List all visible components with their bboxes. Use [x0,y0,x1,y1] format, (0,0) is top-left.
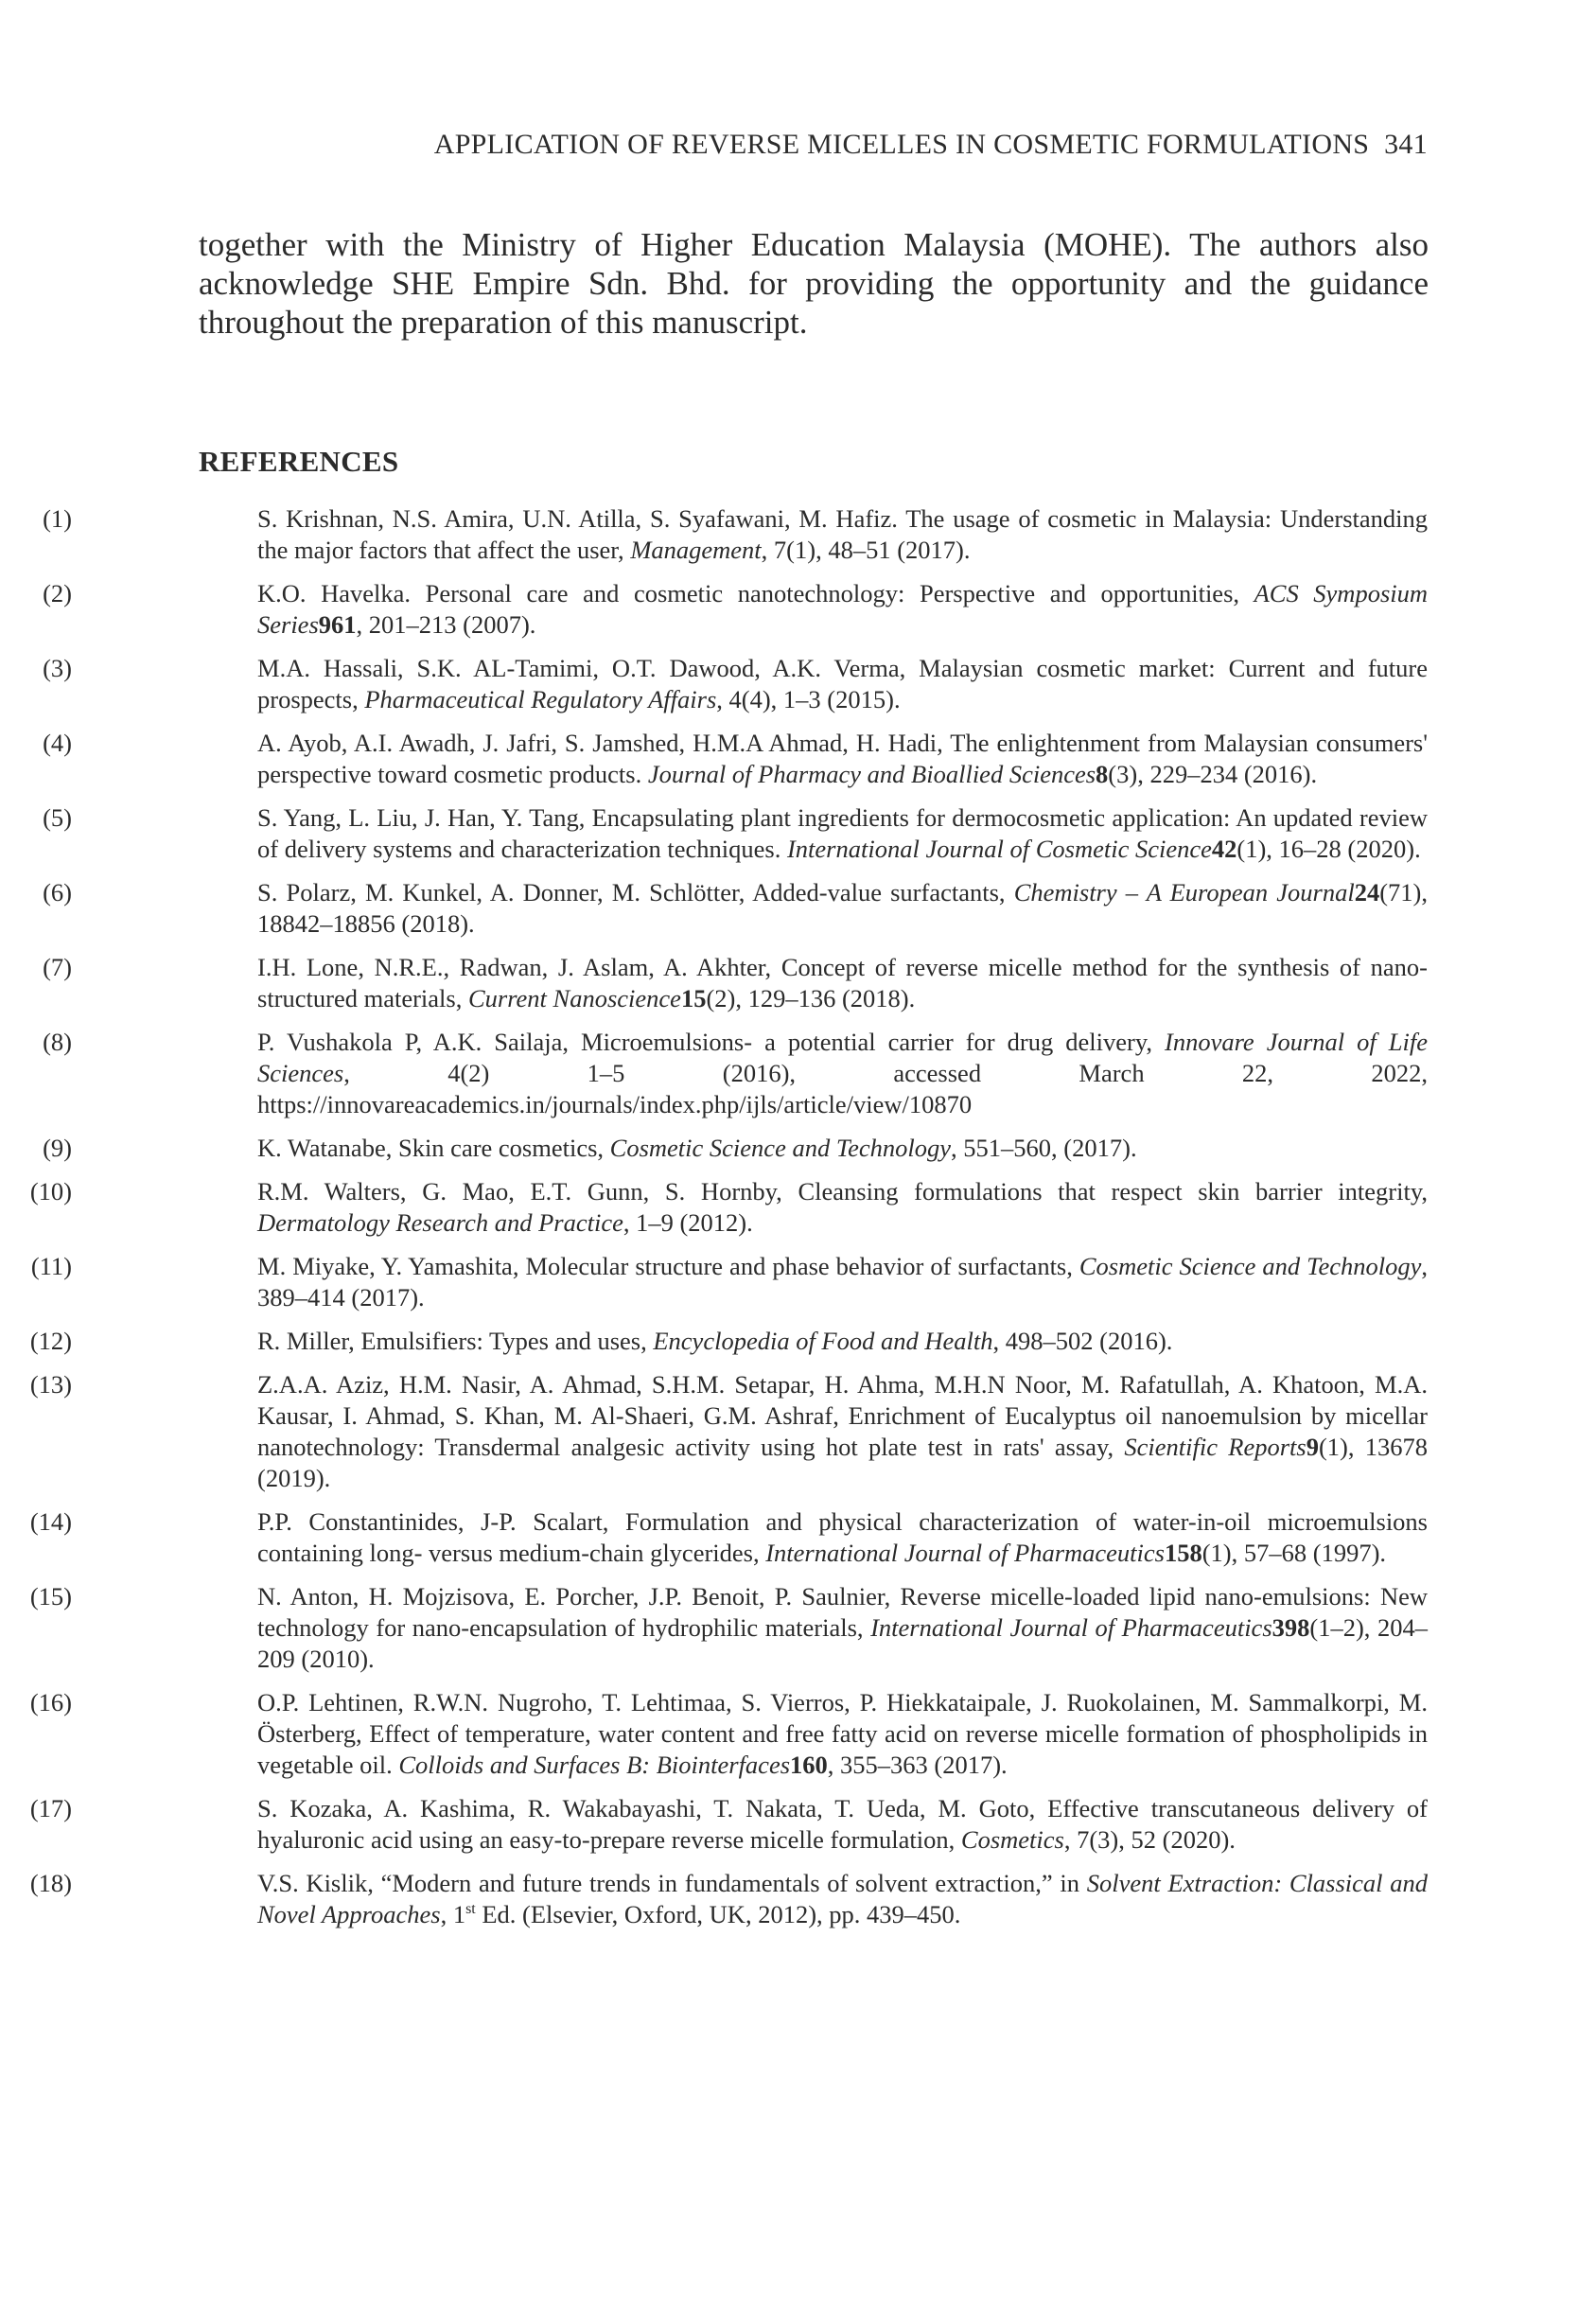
reference-list [0,503,1596,1943]
reference-details: (1–2), 204–209 (2010). [257,1613,1428,1673]
reference-text [257,877,1428,940]
reference-journal: Pharmaceutical Regulatory Affairs [364,685,717,713]
reference-text [257,578,1428,641]
reference-volume: 42 [1211,835,1237,863]
reference-details: , 4(4), 1–3 (2015). [716,685,901,713]
reference-authors-title: S. Polarz, M. Kunkel, A. Donner, M. Schlötter, Added-value surfactants, [257,878,1014,907]
reference-number: (15) [29,1582,72,1611]
reference-details: , 7(1), 48–51 (2017). [761,536,971,564]
reference-item-18 [0,1868,1428,1930]
reference-journal: Scientific Reports [1124,1433,1307,1461]
reference-text [257,1793,1428,1856]
reference-number: (3) [43,654,72,682]
reference-item-12 [0,1326,1428,1357]
reference-journal: Journal of Pharmacy and Bioallied Sciences [647,760,1096,788]
reference-text [257,1581,1428,1675]
reference-authors-title: S. Krishnan, N.S. Amira, U.N. Atilla, S. Syafawani, M. Hafiz. The usage of cosmetic in Malaysia: Understanding the major factors that affect the user, [257,504,1428,564]
reference-text [257,728,1428,790]
reference-details: Ed. (Elsevier, Oxford, UK, 2012), pp. 439–450. [475,1900,961,1928]
reference-text [257,1506,1428,1569]
reference-authors-title: M. Miyake, Y. Yamashita, Molecular structure and phase behavior of surfactants, [257,1252,1079,1280]
reference-authors-title: M.A. Hassali, S.K. AL-Tamimi, O.T. Dawood, A.K. Verma, Malaysian cosmetic market: Current and future prospects, [257,654,1428,713]
reference-journal: Cosmetic Science and Technology [1079,1252,1422,1280]
reference-number: (16) [29,1688,72,1716]
reference-volume: 961 [318,610,357,639]
reference-number: (7) [43,953,72,981]
reference-item-7 [0,952,1428,1014]
reference-item-3 [0,653,1428,715]
reference-edition: , 1 [440,1900,466,1928]
reference-journal: Dermatology Research and Practice [257,1208,623,1237]
reference-authors-title: R. Miller, Emulsifiers: Types and uses, [257,1327,654,1355]
reference-authors-title: P. Vushakola P, A.K. Sailaja, Microemulsions- a potential carrier for drug delivery, [257,1028,1165,1056]
reference-authors-title: N. Anton, H. Mojzisova, E. Porcher, J.P. Benoit, P. Saulnier, Reverse micelle-loaded lipid nano-emulsions: New technology for nano-encapsulation of hydrophilic materials, [257,1582,1428,1642]
reference-number: (13) [29,1370,72,1399]
reference-number: (11) [30,1252,72,1280]
reference-number: (9) [43,1134,72,1162]
reference-details: , 4(2) 1–5 (2016), accessed March 22, 2022, https://innovareacademics.in/journals/index.php/ijls/article/view/10870 [257,1059,1428,1118]
reference-volume: 8 [1096,760,1109,788]
reference-edition-suffix: st [465,1901,476,1918]
reference-authors-title: S. Kozaka, A. Kashima, R. Wakabayashi, T. Nakata, T. Ueda, M. Goto, Effective transcutaneous delivery of hyaluronic acid using an easy-to-prepare reverse micelle formulation, [257,1794,1428,1854]
reference-journal: Cosmetic Science and Technology [609,1134,952,1162]
reference-volume: 158 [1164,1539,1202,1567]
reference-volume: 398 [1272,1613,1310,1642]
reference-details: , 498–502 (2016). [992,1327,1173,1355]
reference-journal: Current Nanoscience [467,984,681,1012]
reference-details: (1), 57–68 (1997). [1201,1539,1387,1567]
reference-journal: International Journal of Cosmetic Science [786,835,1212,863]
reference-text [257,1027,1428,1120]
reference-number: (6) [43,878,72,907]
reference-text [257,1326,1428,1357]
reference-journal: Colloids and Surfaces B: Biointerfaces [398,1751,791,1779]
reference-item-4 [0,728,1428,790]
reference-authors-title: O.P. Lehtinen, R.W.N. Nugroho, T. Lehtimaa, S. Vierros, P. Hiekkataipale, J. Ruokolainen, M. Sammalkorpi, M. Österberg, Effect of temperature, water content and free fatty acid on reverse micelle formation of phospholipids in vegetable oil. [257,1688,1428,1779]
reference-details: , 389–414 (2017). [257,1252,1428,1311]
reference-authors-title: K.O. Havelka. Personal care and cosmetic nanotechnology: Perspective and opportunities, [257,579,1254,607]
reference-item-8 [0,1027,1428,1120]
page-number: 341 [1384,129,1428,160]
reference-number: (18) [29,1869,72,1897]
running-title: APPLICATION OF REVERSE MICELLES IN COSMETIC FORMULATIONS [433,129,1370,160]
reference-text [257,1687,1428,1781]
reference-details: (3), 229–234 (2016). [1108,760,1318,788]
reference-journal: Innovare Journal of Life Sciences [257,1028,1429,1087]
reference-item-13 [0,1369,1428,1494]
reference-authors-title: I.H. Lone, N.R.E., Radwan, J. Aslam, A. Akhter, Concept of reverse micelle method for the synthesis of nano-structured materials, [257,953,1428,1012]
reference-number: (1) [43,504,72,533]
reference-volume: 15 [680,984,707,1012]
reference-text [257,802,1428,865]
reference-item-1 [0,503,1428,566]
reference-item-5 [0,802,1428,865]
reference-item-6 [0,877,1428,940]
reference-details: , 1–9 (2012). [623,1208,753,1237]
reference-text [257,1369,1428,1494]
reference-number: (17) [29,1794,72,1822]
reference-item-17 [0,1793,1428,1856]
reference-number: (10) [29,1177,72,1206]
reference-item-11 [0,1251,1428,1313]
reference-details: , 201–213 (2007). [356,610,536,639]
reference-authors-title: R.M. Walters, G. Mao, E.T. Gunn, S. Hornby, Cleansing formulations that respect skin barrier integrity, [257,1177,1428,1206]
reference-item-9 [0,1133,1428,1164]
reference-authors-title: A. Ayob, A.I. Awadh, J. Jafri, S. Jamshed, H.M.A Ahmad, H. Hadi, The enlightenment from Malaysian consumers' perspective toward cosmetic products. [257,729,1428,788]
reference-item-16 [0,1687,1428,1781]
reference-details: (2), 129–136 (2018). [706,984,916,1012]
reference-number: (4) [43,729,72,757]
reference-authors-title: K. Watanabe, Skin care cosmetics, [257,1134,610,1162]
reference-details: (71), 18842–18856 (2018). [257,878,1428,938]
reference-authors-title: S. Yang, L. Liu, J. Han, Y. Tang, Encapsulating plant ingredients for dermocosmetic application: An updated review of delivery systems and characterization techniques. [257,803,1428,863]
reference-authors-title: V.S. Kislik, “Modern and future trends in fundamentals of solvent extraction,” in [257,1869,1087,1897]
reference-text [257,1868,1428,1930]
reference-journal: International Journal of Pharmaceutics [870,1613,1272,1642]
reference-text [257,653,1428,715]
references-heading: REFERENCES [199,445,399,478]
reference-journal: Solvent Extraction: Classical and Novel Approaches [257,1869,1428,1928]
reference-volume: 160 [790,1751,828,1779]
reference-text [257,952,1428,1014]
reference-journal: Encyclopedia of Food and Health [653,1327,993,1355]
reference-text [257,1133,1428,1164]
reference-item-14 [0,1506,1428,1569]
reference-number: (2) [43,579,72,607]
reference-number: (12) [29,1327,72,1355]
reference-details: , 551–560, (2017). [951,1134,1137,1162]
reference-journal: Cosmetics [960,1825,1064,1854]
reference-journal: ACS Symposium Series [257,579,1429,639]
reference-item-15 [0,1581,1428,1675]
reference-item-10 [0,1176,1428,1239]
reference-details: , 355–363 (2017). [827,1751,1008,1779]
reference-authors-title: Z.A.A. Aziz, H.M. Nasir, A. Ahmad, S.H.M. Setapar, H. Ahma, M.H.N Noor, M. Rafatullah, A. Khatoon, M.A. Kausar, I. Ahmad, S. Khan, M. Al-Shaeri, G.M. Ashraf, Enrichment of Eucalyptus oil nanoemulsion by micellar nanotechnology: Transdermal analgesic activity using hot plate test in rats' assay, [257,1370,1428,1461]
reference-item-2 [0,578,1428,641]
reference-volume: 9 [1306,1433,1319,1461]
reference-text [257,503,1428,566]
reference-journal: Chemistry – A European Journal [1013,878,1355,907]
reference-text [257,1176,1428,1239]
reference-details: (1), 16–28 (2020). [1236,835,1421,863]
reference-details: (1), 13678 (2019). [257,1433,1428,1492]
reference-text [257,1251,1428,1313]
reference-journal: International Journal of Pharmaceutics [765,1539,1165,1567]
reference-number: (5) [43,803,72,832]
reference-volume: 24 [1354,878,1380,907]
reference-number: (8) [43,1028,72,1056]
reference-details: , 7(3), 52 (2020). [1063,1825,1236,1854]
intro-paragraph: together with the Ministry of Higher Education Malaysia (MOHE). The authors also acknowledge SHE Empire Sdn. Bhd. for providing the opportunity and the guidance throughout the preparation of this manuscript. [199,226,1429,341]
running-head [434,129,1428,161]
reference-journal: Management [630,536,762,564]
reference-authors-title: P.P. Constantinides, J-P. Scalart, Formulation and physical characterization of water-in-oil microemulsions containing long- versus medium-chain glycerides, [257,1507,1428,1567]
reference-number: (14) [29,1507,72,1536]
